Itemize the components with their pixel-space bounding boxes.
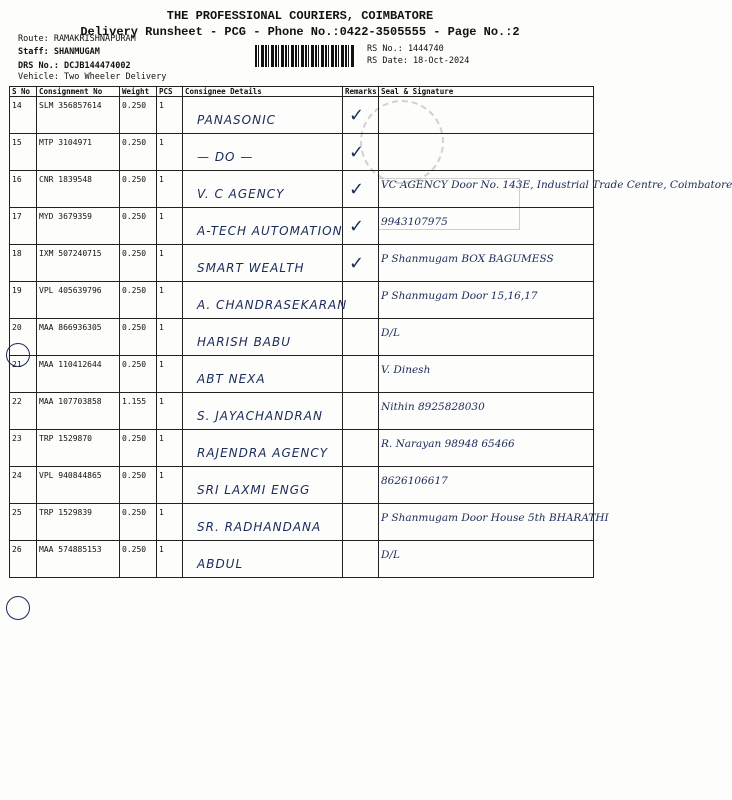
- cell-signature-text: P Shanmugam Door House 5th BHARATHI: [381, 512, 609, 524]
- cell-weight: 0.250: [120, 282, 157, 319]
- cell-sno: 17: [10, 208, 37, 245]
- cell-consignee: [183, 171, 343, 208]
- cell-signature: [379, 467, 594, 504]
- runsheet-table: [9, 86, 732, 578]
- cell-remark: [343, 356, 379, 393]
- cell-remark-text: ✓: [349, 142, 365, 163]
- cell-remark: [343, 393, 379, 430]
- cell-sno: 16: [10, 171, 37, 208]
- cell-weight: 0.250: [120, 356, 157, 393]
- cell-consignee-text: ABDUL: [197, 557, 244, 571]
- vehicle-label: Vehicle: Two Wheeler Delivery: [18, 72, 167, 82]
- cell-remark-text: [345, 508, 376, 512]
- cell-consignee-text: ABT NEXA: [197, 372, 266, 386]
- cell-signature-text: R. Narayan 98948 65466: [381, 438, 515, 450]
- cell-consignment-no: MTP 3104971: [37, 134, 120, 171]
- cell-consignee-text: PANASONIC: [197, 113, 276, 127]
- barcode: [255, 45, 355, 67]
- cell-consignee-text: HARISH BABU: [197, 335, 292, 349]
- cell-consignee-text: S. JAYACHANDRAN: [197, 409, 323, 423]
- cell-consignment-no: MAA 574885153: [37, 541, 120, 578]
- cell-pcs: 1: [157, 541, 183, 578]
- cell-consignee-text: A-TECH AUTOMATION: [197, 224, 343, 238]
- company-title: THE PROFESSIONAL COURIERS, COIMBATORE: [166, 9, 434, 23]
- cell-signature: [379, 134, 594, 171]
- cell-signature-text: Nithin 8925828030: [381, 401, 485, 413]
- cell-signature: [379, 393, 594, 430]
- col-signature: Seal & Signature: [379, 87, 594, 97]
- table-row: [10, 134, 594, 171]
- cell-remark-text: [345, 360, 376, 364]
- cell-consignment-no: SLM 356857614: [37, 97, 120, 134]
- cell-signature-text: 9943107975: [381, 216, 448, 228]
- cell-signature-text: 8626106617: [381, 475, 448, 487]
- cell-sno: 14: [10, 97, 37, 134]
- cell-signature-text: P Shanmugam Door 15,16,17: [381, 290, 538, 302]
- table-row: [10, 504, 594, 541]
- cell-consignee-text: SMART WEALTH: [197, 261, 305, 275]
- table-row: [10, 245, 594, 282]
- table-row: [10, 356, 594, 393]
- cell-consignee: [183, 245, 343, 282]
- cell-consignment-no: VPL 405639796: [37, 282, 120, 319]
- table-row: [10, 171, 594, 208]
- cell-weight: 0.250: [120, 97, 157, 134]
- cell-signature: [379, 356, 594, 393]
- cell-consignee: [183, 356, 343, 393]
- route-label: Route: RAMAKRISHNAPURAM: [18, 34, 136, 44]
- cell-signature: [379, 171, 732, 208]
- cell-weight: 0.250: [120, 319, 157, 356]
- cell-sno: 24: [10, 467, 37, 504]
- cell-pcs: 1: [157, 208, 183, 245]
- cell-pcs: 1: [157, 504, 183, 541]
- cell-consignee-text: RAJENDRA AGENCY: [197, 446, 329, 460]
- cell-weight: 0.250: [120, 171, 157, 208]
- cell-sno: 25: [10, 504, 37, 541]
- table-row: [10, 430, 594, 467]
- col-sno: S No: [10, 87, 37, 97]
- cell-weight: 1.155: [120, 393, 157, 430]
- cell-signature-text: [381, 101, 591, 105]
- cell-signature: [379, 208, 594, 245]
- cell-signature: [379, 97, 594, 134]
- table-header-row: [10, 87, 594, 97]
- table-row: [10, 541, 594, 578]
- cell-remark: [343, 97, 379, 134]
- cell-pcs: 1: [157, 319, 183, 356]
- cell-signature: [379, 504, 609, 541]
- cell-remark: [343, 208, 379, 245]
- cell-consignee-text: A. CHANDRASEKARAN: [197, 298, 348, 312]
- cell-remark-text: ✓: [349, 105, 365, 126]
- cell-consignment-no: MAA 107703858: [37, 393, 120, 430]
- cell-consignment-no: IXM 507240715: [37, 245, 120, 282]
- table-row: [10, 282, 594, 319]
- cell-consignee-text: V. C AGENCY: [197, 187, 285, 201]
- cell-consignee: [183, 97, 343, 134]
- cell-consignee: [183, 504, 343, 541]
- cell-consignee: [183, 134, 343, 171]
- cell-remark: [343, 504, 379, 541]
- cell-sno: 22: [10, 393, 37, 430]
- cell-pcs: 1: [157, 356, 183, 393]
- cell-signature: [379, 541, 594, 578]
- cell-consignee: [183, 319, 343, 356]
- col-remarks: Remarks: [343, 87, 379, 97]
- cell-consignment-no: MAA 110412644: [37, 356, 120, 393]
- cell-remark: [343, 134, 379, 171]
- cell-remark-text: [345, 434, 376, 438]
- cell-signature-text: D/L: [381, 549, 400, 561]
- cell-consignment-no: TRP 1529870: [37, 430, 120, 467]
- cell-signature-text: VC AGENCY Door No. 143E, Industrial Trade Centre, Coimbatore: [381, 179, 732, 191]
- cell-weight: 0.250: [120, 134, 157, 171]
- circle-mark-row-20: [6, 343, 30, 367]
- cell-signature: [379, 430, 594, 467]
- cell-remark-text: ✓: [349, 253, 365, 274]
- cell-pcs: 1: [157, 393, 183, 430]
- staff-label: Staff: SHANMUGAM: [18, 47, 100, 57]
- cell-consignee: [183, 430, 343, 467]
- cell-consignee: [183, 541, 343, 578]
- cell-weight: 0.250: [120, 208, 157, 245]
- cell-remark-text: [345, 323, 376, 327]
- cell-pcs: 1: [157, 282, 183, 319]
- table-row: [10, 97, 594, 134]
- table-row: [10, 393, 594, 430]
- cell-pcs: 1: [157, 430, 183, 467]
- cell-remark-text: ✓: [349, 179, 365, 200]
- cell-consignee: [183, 208, 343, 245]
- cell-weight: 0.250: [120, 541, 157, 578]
- circle-mark-row-26: [6, 596, 30, 620]
- cell-consignment-no: TRP 1529839: [37, 504, 120, 541]
- cell-signature-text: P Shanmugam BOX BAGUMESS: [381, 253, 554, 265]
- col-pcs: PCS: [157, 87, 183, 97]
- cell-remark: [343, 282, 379, 319]
- col-consignment: Consignment No: [37, 87, 120, 97]
- table-row: [10, 319, 594, 356]
- cell-remark: [343, 430, 379, 467]
- cell-signature: [379, 319, 594, 356]
- cell-consignee-text: — DO —: [197, 150, 254, 164]
- runsheet-subtitle: Delivery Runsheet - PCG - Phone No.:0422-3505555 - Page No.:2: [80, 25, 520, 39]
- cell-consignee: [183, 393, 343, 430]
- cell-sno: 19: [10, 282, 37, 319]
- cell-pcs: 1: [157, 97, 183, 134]
- drs-label: DRS No.: DCJB144474002: [18, 61, 131, 71]
- cell-consignment-no: CNR 1839548: [37, 171, 120, 208]
- cell-consignment-no: MYD 3679359: [37, 208, 120, 245]
- cell-remark: [343, 171, 379, 208]
- cell-consignment-no: VPL 940844865: [37, 467, 120, 504]
- cell-pcs: 1: [157, 134, 183, 171]
- cell-pcs: 1: [157, 467, 183, 504]
- cell-pcs: 1: [157, 245, 183, 282]
- cell-sno: 26: [10, 541, 37, 578]
- cell-signature: [379, 245, 594, 282]
- cell-remark-text: [345, 286, 376, 290]
- cell-remark: [343, 245, 379, 282]
- cell-signature-text: V. Dinesh: [381, 364, 431, 376]
- cell-sno: 23: [10, 430, 37, 467]
- cell-consignment-no: MAA 866936305: [37, 319, 120, 356]
- cell-remark: [343, 541, 379, 578]
- cell-weight: 0.250: [120, 430, 157, 467]
- cell-pcs: 1: [157, 171, 183, 208]
- cell-sno: 15: [10, 134, 37, 171]
- cell-signature-text: [381, 138, 591, 142]
- col-weight: Weight: [120, 87, 157, 97]
- rs-number: RS No.: 1444740: [367, 44, 444, 54]
- cell-sno: 18: [10, 245, 37, 282]
- cell-signature: [379, 282, 594, 319]
- col-consignee: Consignee Details: [183, 87, 343, 97]
- cell-sno: 20: [10, 319, 37, 356]
- table-row: [10, 208, 594, 245]
- cell-remark-text: [345, 545, 376, 549]
- cell-remark-text: [345, 397, 376, 401]
- cell-weight: 0.250: [120, 504, 157, 541]
- rs-date: RS Date: 18-Oct-2024: [367, 56, 470, 66]
- cell-remark-text: [345, 471, 376, 475]
- cell-consignee-text: SR. RADHANDANA: [197, 520, 322, 534]
- cell-signature-text: D/L: [381, 327, 400, 339]
- cell-consignee: [183, 282, 348, 319]
- cell-weight: 0.250: [120, 245, 157, 282]
- cell-remark: [343, 319, 379, 356]
- cell-remark: [343, 467, 379, 504]
- cell-consignee-text: SRI LAXMI ENGG: [197, 483, 311, 497]
- cell-weight: 0.250: [120, 467, 157, 504]
- cell-consignee: [183, 467, 343, 504]
- cell-sno: 21: [10, 356, 37, 393]
- cell-remark-text: ✓: [349, 216, 365, 237]
- table-row: [10, 467, 594, 504]
